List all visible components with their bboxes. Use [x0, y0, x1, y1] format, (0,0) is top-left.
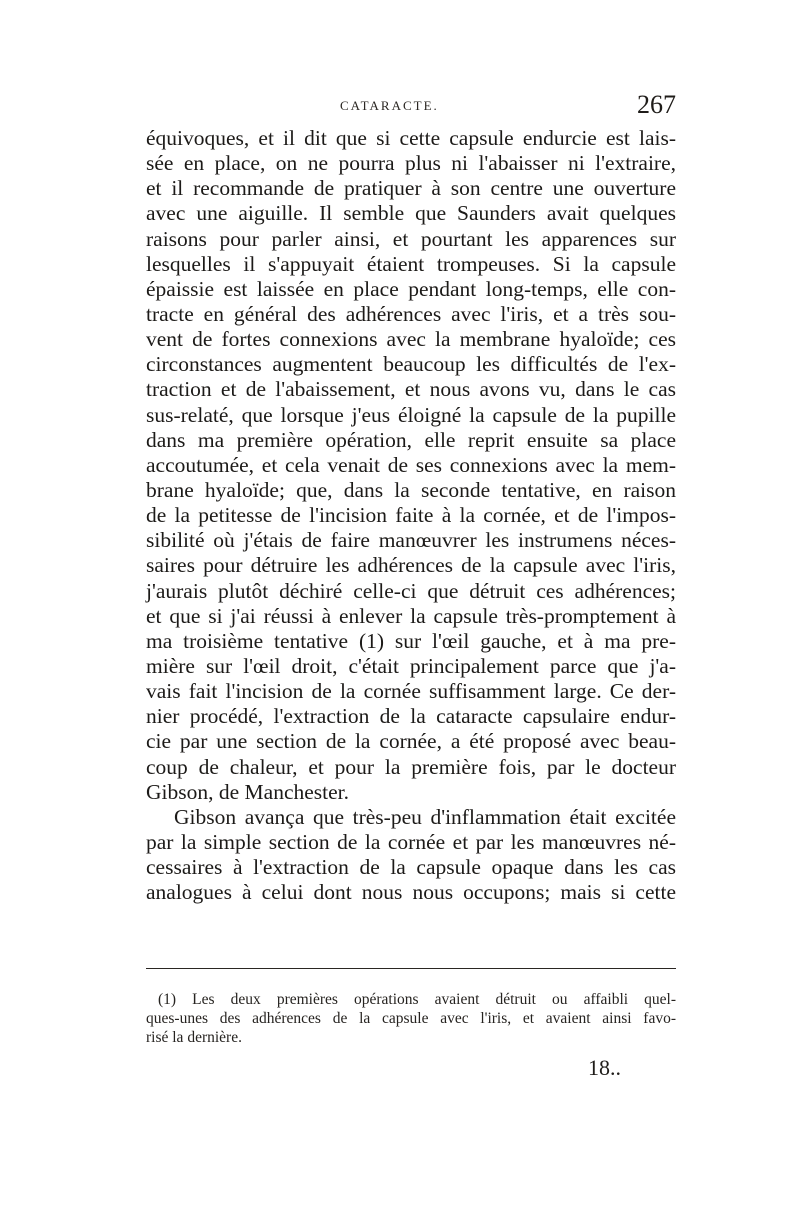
body-line: cie par une section de la cornée, a été proposé avec beau- [146, 729, 676, 754]
paragraph-start-line: Gibson avança que très-peu d'inflammation était excitée [174, 804, 676, 829]
body-line: équivoques, et il dit que si cette capsule endurcie est lais- [146, 126, 676, 150]
body-line: vais fait l'incision de la cornée suffisamment large. Ce der- [146, 679, 676, 704]
body-line: sus-relaté, que lorsque j'eus éloigné la capsule de la pupille [146, 402, 676, 427]
footnote-divider [146, 968, 676, 969]
body-text [146, 126, 676, 905]
body-line: ma troisième tentative (1) sur l'œil gauche, et à ma pre- [146, 628, 676, 653]
body-line: par la simple section de la cornée et par les manœuvres né- [146, 829, 676, 854]
body-line: lesquelles il s'appuyait étaient trompeuses. Si la capsule [146, 251, 676, 276]
footnote-line: risé la dernière. [146, 1029, 242, 1046]
running-title: CATARACTE. [340, 98, 439, 113]
body-line: circonstances augmentent beaucoup les difficultés de l'ex- [146, 352, 676, 377]
body-line: avec une aiguille. Il semble que Saunders avait quelques [146, 201, 676, 226]
body-line: cessaires à l'extraction de la capsule opaque dans les cas [146, 855, 676, 880]
body-line: mière sur l'œil droit, c'était principalement parce que j'a- [146, 653, 676, 678]
page-number: 267 [637, 90, 676, 119]
body-line: nier procédé, l'extraction de la cataracte capsulaire endur- [146, 704, 676, 729]
body-line: vent de fortes connexions avec la membrane hyaloïde; ces [146, 327, 676, 352]
body-line: raisons pour parler ainsi, et pourtant les apparences sur [146, 226, 676, 251]
footnote-line: ques-unes des adhérences de la capsule avec l'iris, et avaient ainsi favo- [146, 1010, 676, 1027]
body-line: saires pour détruire les adhérences de la capsule avec l'iris, [146, 553, 676, 578]
body-line: brane hyaloïde; que, dans la seconde tentative, en raison [146, 477, 676, 502]
body-line: traction et de l'abaissement, et nous avons vu, dans le cas [146, 377, 676, 402]
body-line: sibilité où j'étais de faire manœuvrer les instrumens néces- [146, 528, 676, 553]
body-line: et que si j'ai réussi à enlever la capsule très-promptement à [146, 603, 676, 628]
body-line: coup de chaleur, et pour la première fois, par le docteur [146, 754, 676, 779]
body-line: de la petitesse de l'incision faite à la cornée, et de l'impos- [146, 503, 676, 528]
body-line: et il recommande de pratiquer à son centre une ouverture [146, 176, 676, 201]
body-line: épaissie est laissée en place pendant long-temps, elle con- [146, 276, 676, 301]
body-line: dans ma première opération, elle reprit ensuite sa place [146, 427, 676, 452]
signature-mark: 18.. [588, 1055, 621, 1080]
body-line: accoutumée, et cela venait de ses connexions avec la mem- [146, 452, 676, 477]
footnote-line: (1) Les deux premières opérations avaient détruit ou affaibli quel- [158, 991, 676, 1008]
body-line: sée en place, on ne pourra plus ni l'abaisser ni l'extraire, [146, 151, 676, 176]
paragraph-end-line: Gibson, de Manchester. [146, 779, 350, 804]
running-head [146, 92, 676, 120]
body-line: tracte en général des adhérences avec l'iris, et a très sou- [146, 301, 676, 326]
body-line: analogues à celui dont nous nous occupons; mais si cette [146, 880, 676, 905]
body-line: j'aurais plutôt déchiré celle-ci que détruit ces adhérences; [146, 578, 676, 603]
footnotes [146, 990, 676, 1047]
